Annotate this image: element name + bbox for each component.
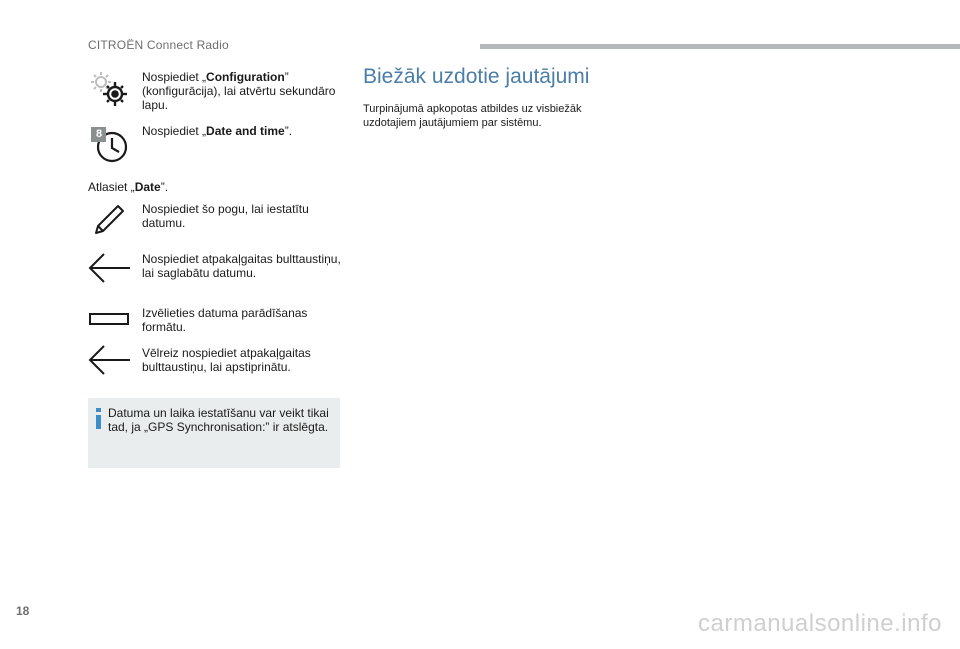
back-arrow-icon: [88, 344, 132, 381]
gear-icon: [88, 70, 130, 115]
select-date-suffix: ”.: [160, 180, 169, 194]
step-date-time-suffix: ”.: [284, 124, 293, 138]
date-label: Date: [134, 180, 161, 194]
format-bar-icon: [88, 312, 132, 333]
pencil-icon: [92, 202, 128, 241]
faq-intro: Turpinājumā apkopotas atbildes uz visbiežāk uzdotajiem jautājumiem par sistēmu.: [363, 103, 582, 129]
watermark: carmanualsonline.info: [698, 610, 942, 637]
step-configuration-suffix: ” (konfigurācija), lai atvērtu sekundāro lapu.: [142, 70, 336, 112]
back-arrow-icon: [88, 252, 132, 289]
step-back-confirm: Vēlreiz nospiediet atpakaļgaitas bulttaustiņu, lai apstiprinātu.: [142, 346, 311, 374]
header-title: CITROËN Connect Radio: [88, 38, 229, 52]
step-date-and-time: [142, 124, 342, 138]
clock-badge: 8: [96, 128, 103, 140]
date-and-time-label: Date and time: [206, 124, 285, 138]
clock-icon: [90, 126, 130, 171]
configuration-label: Configuration: [206, 70, 285, 84]
info-note-text: Datuma un laika iestatīšanu var veikt tikai tad, ja „GPS Synchronisation:” ir atslēgta.: [108, 406, 329, 434]
faq-heading: Biežāk uzdotie jautājumi: [363, 65, 590, 88]
info-note: [88, 398, 340, 468]
step-date-time-prefix: Nospiediet „: [142, 124, 207, 138]
page-number: 18: [16, 604, 30, 618]
step-edit-date: Nospiediet šo pogu, lai iestatītu datumu.: [142, 202, 309, 230]
step-configuration: [142, 70, 342, 112]
info-icon: [94, 408, 104, 435]
step-configuration-prefix: Nospiediet „: [142, 70, 207, 84]
select-date-instruction: [88, 180, 168, 194]
step-back-save: Nospiediet atpakaļgaitas bulttaustiņu, lai saglabātu datumu.: [142, 252, 341, 280]
select-date-prefix: Atlasiet „: [88, 180, 135, 194]
header-bar: [480, 44, 960, 49]
step-format: Izvēlieties datuma parādīšanas formātu.: [142, 306, 308, 334]
